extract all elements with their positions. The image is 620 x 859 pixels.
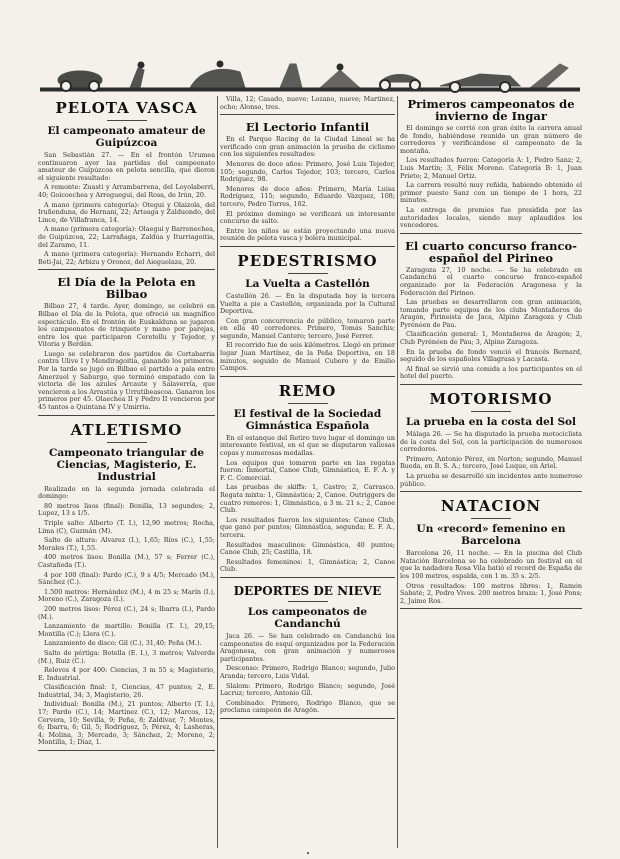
article-paragraph: A remonte: Zuasti y Arrambarrena, del Loyolaberri, 40; Goicoechea y Arreguegui, del Rosa, de Irún, 20. bbox=[38, 183, 215, 199]
article-paragraph: 4 por 100 (final): Pardo (C.), 9 s 4/5; Mercado (M.), Sánchez (C.). bbox=[38, 570, 215, 587]
article-paragraph: Las pruebas se desarrollaron con gran animación, tomando parte equipos de los clubs Montañeros de Aragón, Pirineísta de Jaca, Alpino Zaragoza y Club Pyrénéen de Pau. bbox=[400, 298, 582, 329]
headline-rule bbox=[107, 442, 147, 443]
article-paragraph: Al final se sirvió una comida a los participantes en el hotel del puerto. bbox=[400, 364, 582, 381]
section-divider bbox=[220, 718, 395, 719]
article bbox=[38, 422, 215, 751]
article-paragraph: Bilbao 27, 4 tarde. Ayer, domingo, se celebró en Bilbao el Día de la Pelota, que ofreció un magnífico espectáculo. En el frontón de Euskalduna se jugaron los campeonatos de trinquete y mano por parejas, entre los que participaron Ceretellu y Tejedor, y Vitoria y Berdán. bbox=[38, 302, 215, 349]
section-divider bbox=[38, 269, 215, 270]
banner-bike-wheel bbox=[380, 80, 390, 90]
article bbox=[220, 383, 395, 578]
article-paragraph: En el Parque Racing de la Ciudad Lineal se ha verificado con gran animación la prueba de ciclismo con los siguientes resultados: bbox=[220, 135, 395, 159]
article-paragraph: Villa, 12; Casado, nueve; Lozano, nueve; Martínez, ocho; Alonso, tres. bbox=[220, 96, 395, 111]
article-paragraph: Castellón 26. — En la disputada hoy la tercera Vuelta a pie a Castellón, organizada por la Cultural Deportiva. bbox=[220, 291, 395, 316]
article-paragraph: Los equipos que tomaron parte en las regatas fueron: Inmortal, Canoe Club, Gimnástica, E. F. A. y F. C. Comercial. bbox=[220, 458, 395, 482]
article-headline: El Día de la Pelota en Bilbao bbox=[57, 275, 196, 302]
section-divider bbox=[220, 376, 395, 377]
section-divider bbox=[400, 384, 582, 385]
article bbox=[220, 253, 395, 377]
article-paragraph: A mano (primera categoría): Hernando Echarri, del Beti-Jai, 22; Arbizu y Oronoz, del Aieguelaza, 20. bbox=[38, 250, 215, 266]
section-divider bbox=[38, 415, 215, 416]
column-1 bbox=[38, 96, 215, 848]
article-paragraph: Zaragoza 27, 10 noche. — Se ha celebrado en Candanchú el cuarto concurso franco-español organizado por la Federación Aragonesa y la Federación del Pirineo. bbox=[400, 265, 582, 297]
section-divider bbox=[220, 114, 395, 115]
article-subheadline: El festival de la Sociedad Gimnástica Española bbox=[233, 407, 382, 432]
article-paragraph: Lanzamiento de martillo: Bonilla (T. I.), 29,15; Montilla (C.); Llera (C.). bbox=[38, 622, 215, 638]
banner-figure bbox=[280, 64, 302, 88]
article-paragraph: El próximo domingo se verificará un interesante concurso de salto. bbox=[220, 209, 395, 226]
article-paragraph: Realizado en la segunda jornada celebrada el domingo: bbox=[38, 484, 215, 501]
banner-wheel bbox=[89, 81, 99, 91]
section-divider bbox=[38, 750, 215, 751]
sports-banner-illustration bbox=[40, 58, 580, 94]
article bbox=[220, 584, 395, 719]
article-headline: MOTORISMO bbox=[429, 390, 553, 409]
article-paragraph: Triple salto: Alberto (T. I.), 12,90 metros; Rocha, Lima (C), Guzmán (M). bbox=[38, 519, 215, 535]
article bbox=[400, 240, 582, 385]
article bbox=[400, 391, 582, 492]
banner-runner bbox=[130, 68, 144, 88]
article-paragraph: Lanzamiento de disco: Gil (C.), 31,40; Peña (M.). bbox=[44, 639, 202, 648]
article-paragraph: Luego se celebraron dos partidos de Cortabarria contra Ulive I y Mendiragoitia, ganando los primeros. Por la tarde se jugó en Bilbao el partido a pala entre Amerzuel y Saburgo, que terminó empatado con la victoria de los azules Arcaute y Salaverría, que vencieron a los Arrastúa y Urrutibeascoa. Ganaron los primeros por 45. Olaechea II y Pedro II vencieron por 45 tantos a Quintana IV y Umirria. bbox=[38, 349, 215, 412]
article-paragraph: 1.500 metros: Hernández (M.), 4 m 25 s; Marín (I.), Moreno (C.), Zaragoza (I.). bbox=[38, 587, 215, 604]
article-paragraph: 400 metros lisos: Bonilla (M.), 57 s; Ferrer (C.), Castañeda (T.). bbox=[38, 553, 215, 569]
article-headline: ATLETISMO bbox=[70, 420, 183, 439]
article-subheadline: Campeonato triangular de Ciencias, Magisterio, E. Industrial bbox=[48, 446, 205, 483]
article-paragraph: Menores de doce años: Primero, María Luisa Rodríguez, 115; segundo, Eduardo Vázquez, 108; tercero, Pedro Torres, 102. bbox=[220, 184, 395, 208]
article-paragraph: Relevos 4 por 400: Ciencias, 3 m 55 s; Magisterio, E. Industrial. bbox=[38, 666, 215, 682]
article-paragraph: La entrega de premios fue presidida por las autoridades locales, siendo muy aplaudidos los vencedores. bbox=[400, 205, 582, 230]
article-subheadline: Los campeonatos de Candanchú bbox=[247, 605, 368, 630]
section-divider bbox=[400, 233, 582, 234]
article-paragraph: Descenso: Primero, Rodrigo Blanco; segundo, Julio Aranda; tercero, Luis Vidal. bbox=[220, 664, 395, 680]
banner-wheel bbox=[500, 82, 510, 92]
article-paragraph: Salto de pértiga: Botella (E. I.), 3 metros; Valverde (M.), Ruiz (C.). bbox=[38, 648, 215, 665]
banner-runner-head bbox=[138, 62, 144, 68]
banner-sail bbox=[530, 64, 568, 88]
banner-figure-head bbox=[337, 64, 343, 70]
banner-wheel bbox=[450, 82, 460, 92]
headline-rule bbox=[107, 120, 147, 121]
article-paragraph: 200 metros lisos: Pérez (C.), 24 s; Ibarra (I.), Pardo (M.). bbox=[38, 604, 215, 621]
article-paragraph: En el estanque del Retiro tuvo lugar el domingo un interesante festival, en el que se disputaron valiosas copas y numerosas medallas. bbox=[220, 433, 395, 458]
article-paragraph: En la prueba de fondo venció el francés Bernard, seguido de los españoles Villagrasa y Lacasta. bbox=[400, 347, 582, 364]
article-paragraph: 80 metros lisos (final): Bonilla, 13 segundos; 2, Lupez, 13 s 1/5. bbox=[38, 501, 215, 518]
section-divider bbox=[400, 491, 582, 492]
article-subheadline: La Vuelta a Castellón bbox=[245, 277, 370, 290]
article-headline: El cuarto concurso franco-español del Pirineo bbox=[405, 238, 577, 265]
column-3 bbox=[400, 96, 582, 848]
article-headline: DEPORTES DE NIEVE bbox=[233, 583, 382, 598]
article-paragraph: Málaga 26. — Se ha disputado la prueba motociclista de la costa del Sol, con la participación de numerosos corredores. bbox=[400, 430, 582, 454]
article-paragraph: Las pruebas de skiffs: 1, Castro; 2, Carrasco. Regata mixta: 1, Gimnástica; 2, Canoe. Outriggers de cuatro remeros: 1, Gimnástica, a 3 m. 21 s.; 2, Canoe Club. bbox=[220, 483, 395, 515]
article-paragraph: La carrera resultó muy reñida, habiendo obtenido el primer puesto Sanz con un tiempo de 1 hora, 22 minutos. bbox=[400, 181, 582, 205]
banner-horse bbox=[190, 69, 245, 88]
article-subheadline: Un «record» femenino en Barcelona bbox=[416, 523, 566, 548]
section-divider bbox=[220, 577, 395, 578]
article bbox=[220, 96, 395, 115]
article bbox=[38, 100, 215, 270]
article-paragraph: Otros resultados: 100 metros libres: 1, Ramón Sabaté; 2, Pedro Vives. 200 metros braza: 1, José Pons; 2, Jaime Ros. bbox=[400, 581, 582, 605]
article-paragraph: Clasificación final: 1, Ciencias, 47 puntos; 2, E. Industrial, 34; 3, Magisterio, 26. bbox=[38, 683, 215, 699]
banner-bike-wheel bbox=[410, 80, 420, 90]
article-headline: El Lectorio Infantil bbox=[245, 120, 370, 135]
article-paragraph: Slalom: Primero, Rodrigo Blanco; segundo, José Lacruz; tercero, Antonio Gil. bbox=[220, 681, 395, 698]
article-subheadline: La prueba en la costa del Sol bbox=[405, 416, 577, 429]
section-divider bbox=[400, 608, 582, 609]
article-paragraph: Combinado: Primero, Rodrigo Blanco, que se proclama campeón de Aragón. bbox=[220, 698, 395, 715]
section-divider bbox=[220, 246, 395, 247]
article-paragraph: Barcelona 26, 11 noche. — En la piscina del Club Natación Barcelona se ha celebrado un festival en el que la nadadora Rosa Vila batió el record de España de los 100 metros, espalda, con 1 m. 35 s. 2/5. bbox=[400, 549, 582, 580]
article bbox=[220, 121, 395, 247]
article-paragraph: Resultados masculinos: Gimnástica, 40 puntos; Canoe Club, 25; Castilla, 18. bbox=[220, 540, 395, 557]
article-headline: PELOTA VASCA bbox=[55, 99, 198, 117]
headline-rule bbox=[288, 601, 328, 602]
page-number: • bbox=[306, 850, 311, 858]
column-divider bbox=[217, 96, 218, 848]
headline-rule bbox=[288, 273, 328, 274]
headline-rule bbox=[471, 411, 511, 412]
headline-rule bbox=[471, 518, 511, 519]
headline-rule bbox=[288, 403, 328, 404]
article-paragraph: Entre los niños se están proyectando una nueva reunión de pelota vasca y bolera municipal. bbox=[220, 226, 395, 243]
article-paragraph: San Sebastián 27. — En el frontón Urumea continuaron ayer las partidas del campeonato amateur de Guipúzcoa en pelota sencilla, que dieron el siguiente resultado: bbox=[38, 151, 215, 182]
article bbox=[400, 98, 582, 234]
column-2 bbox=[220, 96, 395, 848]
article-headline: PEDESTRISMO bbox=[237, 251, 378, 270]
article-paragraph: El recorrido fue de seis kilómetros. Llegó en primer lugar Juan Martínez, de la Peña Deportiva, en 18 minutos, seguido de Manuel Cubero y de Emilio Campos. bbox=[220, 341, 395, 373]
banner-wheel bbox=[61, 81, 71, 91]
article-paragraph: Jaca 26. — Se han celebrado en Candanchú los campeonatos de esquí organizados por la Federación Aragonesa, con gran animación y numerosos participantes. bbox=[220, 631, 395, 663]
column-divider bbox=[397, 96, 398, 848]
banner-rider-head bbox=[217, 61, 223, 67]
article-paragraph: Individual: Bonilla (M.), 21 puntos; Alberto (T. I.), 17; Pardo (C.), 14; Martínez (C.), 12; Marcos, 12; Cervera, 10; Sevilla, 9; Peña, 8; Zaldívar, 7; Montes, 6; Ibarra, 6; Gil, 5; Rodríguez, 5; Pérez, 4; Lasheras, 4; Molina, 3; Mercado, 3; Sánchez, 2; Moreno, 2; Montilla, 1; Díaz, 1. bbox=[38, 700, 215, 747]
article bbox=[400, 498, 582, 609]
article-paragraph: Con gran concurrencia de público, tomaron parte en ella 40 corredores. Primero, Tomás Sanchis; segundo, Manuel Cantero; tercero, José Ferrer. bbox=[220, 316, 395, 340]
article-paragraph: Los resultados fueron: Categoría A: 1, Pedro Sanz; 2, Luis Martín; 3, Félix Moreno. Categoría B: 1, Juan Prieto; 2, Manuel Ortiz. bbox=[400, 156, 582, 180]
article-paragraph: Los resultados fueron los siguientes: Canoe Club, que ganó por puntos; Gimnástica, segunda; E. F. A., tercera. bbox=[220, 515, 395, 539]
article-paragraph: Salto de altura: Alvarez (I.), 1,65; Ríos (C.), 1,55; Morales (T.), 1,55. bbox=[38, 536, 215, 552]
article-headline: REMO bbox=[278, 381, 337, 400]
banner-ground bbox=[40, 88, 580, 91]
article-headline: Primeros campeonatos de invierno de Ingar bbox=[407, 97, 575, 123]
article-paragraph: La prueba se desarrolló sin incidentes ante numeroso público. bbox=[400, 472, 582, 488]
article-paragraph: Resultados femeninos: 1, Gimnástica; 2, Canoe Club. bbox=[220, 557, 395, 574]
article-subheadline: El campeonato amateur de Guipúzcoa bbox=[47, 125, 206, 149]
article-paragraph: A mano (primera categoría): Olaegui y Barrenechea, de Guipúzcoa, 22; Larrañaga, Zaldúa y Iturriagoitia, del Zaramo, 11. bbox=[38, 225, 215, 249]
article-paragraph: Primero, Antonio Pérez, en Norton; segundo, Manuel Rueda, en B. S. A.; tercero, José Luque, en Ariel. bbox=[400, 454, 582, 471]
article-paragraph: A mano (primera categoría): Otegui y Olaizola, del Iruñenduna, de Hernani, 22; Arteaga y Zalduondo, del Lince, de Villafranca, 14. bbox=[38, 200, 215, 224]
article-paragraph: El domingo se corrió con gran éxito la carrera anual de fondo, habiéndose reunido un gran número de corredores y verificándose el campeonato de la montaña. bbox=[400, 124, 582, 155]
article-headline: NATACION bbox=[440, 497, 542, 516]
article-paragraph: Clasificación general: 1, Montañeros de Aragón; 2, Club Pyrénéen de Pau; 3, Alpino Zaragoza. bbox=[400, 330, 582, 347]
article bbox=[38, 276, 215, 415]
article-paragraph: Menores de doce años: Primero, José Luis Tejedor, 105; segundo, Carlos Tejedor, 103; tercero, Carlos Rodríguez, 98. bbox=[220, 159, 395, 184]
banner-figure bbox=[320, 70, 360, 88]
